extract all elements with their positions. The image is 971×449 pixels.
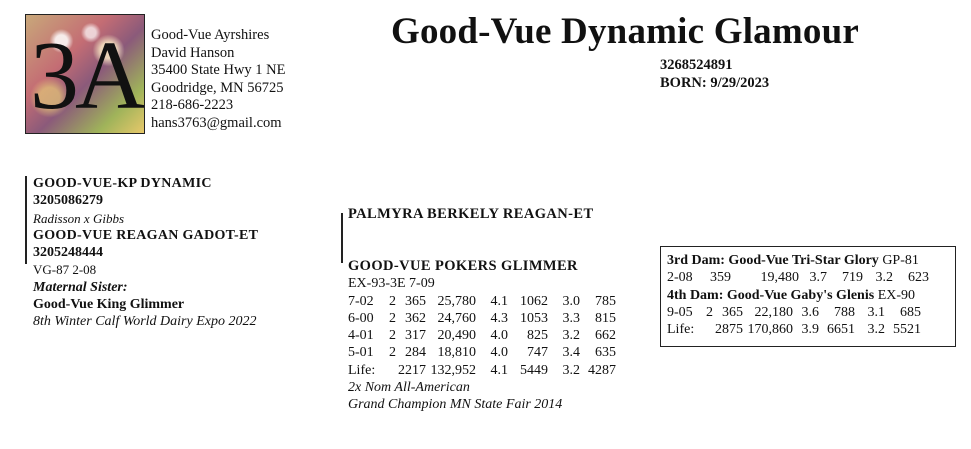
table-cell: 747 [527, 345, 548, 361]
table-cell: 635 [595, 345, 616, 361]
table-row [667, 304, 921, 321]
pedigree-bracket-sire [25, 176, 27, 264]
table-cell: 4.1 [490, 293, 508, 309]
dam-sire-name: PALMYRA BERKELY REAGAN-ET [348, 206, 594, 222]
table-cell: 170,860 [747, 322, 793, 338]
dam-lifetime-row [348, 362, 616, 379]
dam-honor-state-fair: Grand Champion MN State Fair 2014 [348, 397, 563, 413]
animal-registration [660, 57, 769, 92]
city-line: Goodridge, MN 56725 [151, 79, 284, 96]
dam-classification: EX-93-3E 7-09 [348, 276, 435, 292]
table-cell: 3.9 [801, 322, 819, 338]
table-cell: 4.1 [490, 362, 508, 378]
contact-block [151, 27, 286, 132]
phone-number: 218-686-2223 [151, 97, 234, 113]
third-dam-label: 3rd Dam: Good-Vue Tri-Star Glory [667, 253, 879, 268]
table-cell: 365 [405, 293, 426, 309]
fourth-dam-line [667, 287, 955, 304]
table-cell: 359 [710, 270, 731, 286]
sire-dam-registration: 3205248444 [33, 245, 103, 261]
table-cell: 5449 [520, 362, 548, 378]
table-cell: 1062 [520, 293, 548, 309]
third-dam-record-table [667, 269, 929, 286]
table-cell: 3.2 [875, 270, 893, 286]
table-row [348, 310, 616, 327]
dam-honor-all-american: 2x Nom All-American [348, 380, 470, 396]
third-dam-classification: GP-81 [882, 253, 919, 268]
fourth-dam-record-table [667, 304, 921, 339]
table-cell: 2217 [398, 362, 426, 378]
table-cell: 1053 [520, 310, 548, 326]
maternal-sister-name: Good-Vue King Glimmer [33, 297, 185, 313]
third-dam-line [667, 252, 955, 269]
logo-text: 3A [30, 22, 142, 130]
table-cell: 4-01 [348, 328, 374, 344]
table-cell: 317 [405, 328, 426, 344]
table-row [667, 269, 929, 286]
table-cell: 365 [722, 304, 743, 320]
table-cell: 3.2 [562, 328, 580, 344]
sire-side-block [33, 175, 258, 331]
animal-name-title: Good-Vue Dynamic Glamour [391, 11, 860, 52]
table-cell: 3.3 [562, 310, 580, 326]
table-cell: 22,180 [754, 304, 793, 320]
table-cell: Life: [348, 362, 376, 378]
table-cell: 25,780 [437, 293, 476, 309]
table-cell: 362 [405, 310, 426, 326]
address-line: 35400 State Hwy 1 NE [151, 62, 286, 78]
dam-records-table [348, 293, 616, 379]
table-cell: 2 [389, 328, 396, 344]
table-cell: 2 [389, 345, 396, 361]
dam-name: GOOD-VUE POKERS GLIMMER [348, 258, 578, 274]
table-cell: 3.2 [562, 362, 580, 378]
table-row [348, 344, 616, 361]
table-row [667, 321, 921, 338]
table-cell: 132,952 [430, 362, 476, 378]
table-cell: 6651 [827, 322, 855, 338]
table-cell: 3.4 [562, 345, 580, 361]
fourth-dam-classification: EX-90 [877, 287, 916, 303]
owner-name: David Hanson [151, 44, 235, 61]
table-cell: 284 [405, 345, 426, 361]
table-cell: 19,480 [760, 270, 799, 286]
table-cell: 5521 [893, 322, 921, 338]
table-cell: 2 [389, 293, 396, 309]
table-cell: 662 [595, 328, 616, 344]
table-cell: 2 [389, 310, 396, 326]
table-cell: 9-05 [667, 304, 693, 320]
sire-dam-name: GOOD-VUE REAGAN GADOT-ET [33, 227, 259, 243]
table-cell: 6-00 [348, 310, 374, 326]
table-cell: 3.1 [867, 304, 885, 320]
pedigree-bracket-dam [341, 213, 343, 263]
table-cell: 719 [842, 270, 863, 286]
maternal-sister-achievement: 8th Winter Calf World Dairy Expo 2022 [33, 314, 257, 330]
table-cell: 4287 [588, 362, 616, 378]
table-cell: 5-01 [348, 345, 374, 361]
table-cell: 3.0 [562, 293, 580, 309]
sire-pedigree: Radisson x Gibbs [33, 210, 124, 226]
table-cell: 3.7 [809, 270, 827, 286]
sire-name: GOOD-VUE-KP DYNAMIC [33, 176, 212, 191]
table-cell: 685 [900, 304, 921, 320]
table-row [348, 327, 616, 344]
table-cell: 788 [834, 304, 855, 320]
table-cell: 7-02 [348, 293, 374, 309]
email-address[interactable]: hans3763@gmail.com [151, 114, 282, 131]
table-cell: 2-08 [667, 270, 693, 286]
sire-registration: 3205086279 [33, 193, 103, 209]
fourth-dam-label: 4th Dam: Good-Vue Gaby's Glenis [667, 287, 875, 303]
birth-date: BORN: 9/29/2023 [660, 74, 770, 91]
table-row [348, 293, 616, 310]
table-cell: 4.3 [490, 310, 508, 326]
farm-name: Good-Vue Ayrshires [151, 27, 270, 43]
table-cell: Life: [667, 322, 695, 338]
sire-dam-classification: VG-87 2-08 [33, 262, 97, 278]
registration-number: 3268524891 [660, 57, 733, 73]
table-cell: 4.0 [490, 328, 508, 344]
table-cell: 2875 [715, 322, 743, 338]
table-cell: 815 [595, 310, 616, 326]
table-cell: 3.6 [801, 304, 819, 320]
maternal-sister-label: Maternal Sister: [33, 279, 128, 295]
table-cell: 3.2 [867, 322, 885, 338]
dams-box [660, 246, 956, 347]
dam-side-block [348, 258, 616, 414]
table-cell: 623 [908, 270, 929, 286]
table-cell: 785 [595, 293, 616, 309]
table-cell: 20,490 [437, 328, 476, 344]
table-cell: 825 [527, 328, 548, 344]
table-cell: 2 [706, 304, 713, 320]
table-cell: 24,760 [437, 310, 476, 326]
table-cell: 18,810 [437, 345, 476, 361]
table-cell: 4.0 [490, 345, 508, 361]
farm-logo [25, 14, 145, 134]
